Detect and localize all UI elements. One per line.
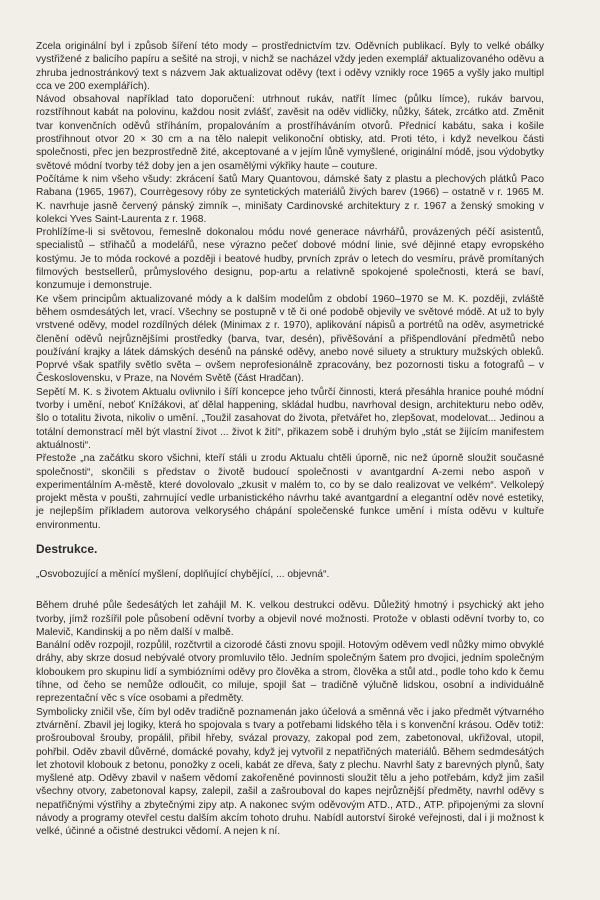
paragraph: Návod obsahoval například tato doporučení: utrhnout rukáv, natřít límec (půlku límce), rukáv barvou, rozstříhnout kabát na polovinu, každou nosit zvlášť, zavěsit na oděv vidličky, nůžky, šátek, zrcátko atd. Změnit tvar konvenčních oděvů stříháním, propalováním a prostříháváním otvorů. Přednicí kabátu, saka i košile prostřihnout otvor 20 × 30 cm a na tělo nalepit velikonoční obtisky, atd. Proti této, i když nevelkou části společnosti, přec jen bezprostředně žité, akceptované a v jejím lůně vymyšlené, originální módě, jsou výdobytky světové módní tvorby též doby jen a jen osamělými výkřiky haute – couture. — [36, 94, 544, 172]
text-block-destrukce — [36, 599, 544, 838]
paragraph: Přestože „na začátku skoro všichni, kteří stáli u zrodu Aktualu chtěli úporně, nic než úporně sloužit současné společnosti“, skončili s představ o životě budoucí společnosti v avantgardní A-zemi nebo aspoň v experimentálním A-městě, které dovolovalo „zkusit v malém to, co by se dalo realizovat ve velkém“. Velkolepý projekt města v poušti, zahrnující vedle urbanistického návrhu také avantgardní a elegantní oděv nové estetiky, je nejlepším příkladem autorova velkorysého chápání společenské funkce umění i místa oděvu v kultuře environmentu. — [36, 453, 544, 531]
paragraph: Počítáme k nim všeho všudy: zkrácení šatů Mary Quantovou, dámské šaty z plastu a plechových plátků Paco Rabana (1965, 1967), Courrègesovy róby ze syntetických materiálů živých barev (1966) – ostatně v r. 1965 M. K. navrhuje jasně červený pánský zimník –, minišaty Cardinovské architektury z r. 1967 a ženský smoking v kolekci Yves Saint-Laurenta z r. 1968. — [36, 173, 544, 225]
paragraph: Během druhé půle šedesátých let zahájil M. K. velkou destrukci oděvu. Důležitý hmotný i psychický akt jeho tvorby, jímž rozšířil pole působení oděvní tvorby a objevil nové možnosti. Protože v oblasti oděvní tvorby to, co Malevič, Kandinskij a po něm další v malbě. — [36, 600, 544, 638]
text-block-aktualizovane-odevy — [36, 40, 544, 532]
section-heading: Destrukce. — [36, 541, 98, 556]
paragraph: Banální oděv rozpojil, rozpůlil, rozčtvrtil a cizorodé části znovu spojil. Hotovým oděvem vedl nůžky mimo obvyklé dráhy, aby skrze dosud nebývalé otvory promluvilo tělo. Jedním společným šatem pro dvojici, jedním společným kloboukem pro skupinu lidí a symbiózními oděvy pro člověka a strom, člověka a stůl atd., podle toho kdo k čemu tíhne, od čeho se nemůže odloučit, co miluje, spojil šat – tradičně výlučně lidskou, osobní a individuálně reprezentační věc s více osobami a předměty. — [36, 640, 544, 705]
paragraph: Prohlížíme-li si světovou, řemeslně dokonalou módu nové generace návrhářů, provázených péčí asistentů, specialistů – střihačů a modelářů, nese výrazno pečeť dobové módní linie, své dějinné etapy evropského kostýmu. Je to móda rockové a později i beatové hudby, prvních zpráv o letech do vesmíru, právě promítaných filmových bestsellerů, průmyslového designu, pop-artu a relativně spokojené společnosti, která se baví, konzumuje i demonstruje. — [36, 227, 544, 292]
paragraph: Symbolicky zničil vše, čím byl oděv tradičně poznamenán jako účelová a směnná věc i jako předmět výtvarného ztvárnění. Zbavil jej logiky, která ho spojovala s tvary a potřebami lidského těla i s konvenční krásou. Oděv totiž: prošrouboval šrouby, propálil, přibil hřeby, svázal provazy, zakopal pod zem, zabetonoval, ukřižoval, utopil, pohřbil. Oděv zbavil důvěrné, domácké povahy, když jej vytvořil z nepatřičných materiálů. Během sedmdesátých let zhotovil klobouk z betonu, ponožky z oceli, kabát ze dřeva, šaty z plechu. Navrhl šaty z barevných plynů, šaty myšlené atp. Oděvy zbavil v našem vědomí zakořeněné povinnosti sloužit tělu a jeho potřebám, když jim zašil všechny otvory, zabetonoval kapsy, zalepil, zašil a zašrouboval do kapes nejrůznější předměty, navrhl oděvy s nepatřičnými výstřihy a zbytečnými zipy atp. A nakonec svým oděvovým ATD., ATD., ATP. připojenými za slovní návody a programy otevřel cestu dalším akcím tohoto druhu. Nabídl autorství široké veřejnosti, dal i ji možnost k velké, účinné a očistné destrukci vědomí. A nejen k ní. — [36, 706, 544, 838]
paragraph: Ke všem principům aktualizované módy a k dalším modelům z období 1960–1970 se M. K. později, zvláště během osmdesátých let, vrací. Všechny se postupně v tě či oné podobě objevily ve světové módě. At už to byly vrstvené oděvy, model rozdílných délek (Minimax z r. 1970), aplikování nápisů a portrétů na oděv, asymetrické členění oděvů nejrůznějšími prostředky (barva, tvar, desén), přivěšování a přišpendlování předmětů nebo používání krajky a látek dámských desénů na pánské oděvy, anebo nové siluety a struktury mužských obleků. Poprvé však spatřily světlo světa – ovšem neprofesionálně zpracovány, bez pozornosti tisku a fotografů – v Československu, v Praze, na Novém Světě (část Hradčan). — [36, 293, 544, 385]
epigraph-quote: „Osvobozující a měnící myšlení, doplňující chybějící, ... objevná“. — [36, 568, 330, 580]
paragraph: Sepětí M. K. s životem Aktualu ovlivnilo i šíří koncepce jeho tvůrčí činnosti, která přesáhla hranice pouhé módní tvorby i umění, neboť Knížákovi, ať dělal happening, skládal hudbu, navrhoval design, architekturu nebo oděv, šlo o totalitu života, nikoliv o umění. „Toužil zasahovat do života, přetvářet ho, zlepšovat, modelovat... Jedinou a totální demonstrací měl být vlastní život ... život k žití“, přikazem sobě i druhým bylo „stát se žijícím manifestem aktuálnosti“. — [36, 386, 544, 451]
paragraph: Zcela originální byl i způsob šíření této mody – prostřednictvím tzv. Oděvních publikací. Byly to velké obálky vystřižené z balicího papíru a sešité na stroji, v nichž se nacházel vždy jeden exemplář aktualizovaného oděvu a zhruba jednostránkový text s názvem Jak aktualizovat oděvy (text i oděvy vznikly roce 1965 a vyšly jako multipl cca ve 200 exemplářích). — [36, 41, 544, 92]
